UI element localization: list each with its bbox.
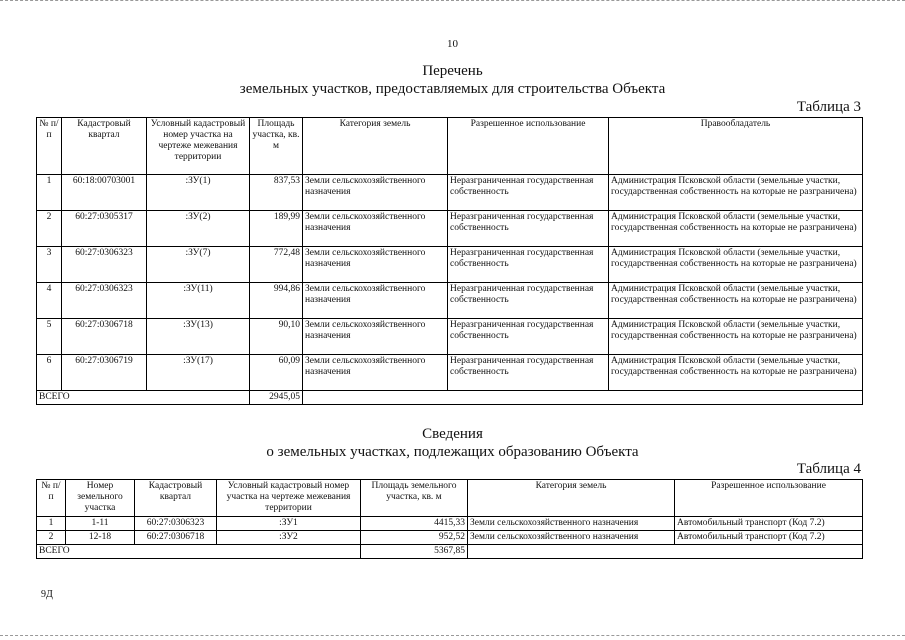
- row-num: 1: [37, 175, 62, 211]
- table-row: [37, 319, 863, 355]
- row-cond-number: :ЗУ(17): [147, 355, 250, 391]
- row-plot: 1-11: [66, 517, 135, 531]
- row-area: 994,86: [250, 283, 303, 319]
- table-row: [37, 175, 863, 211]
- row-cond-number: :ЗУ2: [217, 531, 361, 545]
- row-quarter: 60:27:0306323: [62, 283, 147, 319]
- table-row: [37, 283, 863, 319]
- row-num: 5: [37, 319, 62, 355]
- table3-header-num: № п/п: [37, 118, 62, 175]
- row-num: 2: [37, 531, 66, 545]
- table3-title: Перечень: [422, 63, 483, 79]
- row-use: Неразграниченная государственная собственность: [448, 319, 609, 355]
- table4-total-row: [37, 545, 863, 559]
- row-num: 2: [37, 211, 62, 247]
- row-owner: Администрация Псковской области (земельные участки, государственная собственность на которые не разграничена): [609, 175, 863, 211]
- row-num: 6: [37, 355, 62, 391]
- row-num: 3: [37, 247, 62, 283]
- row-category: Земли сельскохозяйственного назначения: [303, 211, 448, 247]
- row-use: Автомобильный транспорт (Код 7.2): [675, 517, 863, 531]
- row-area: 837,53: [250, 175, 303, 211]
- table-row: [37, 531, 863, 545]
- row-owner: Администрация Псковской области (земельные участки, государственная собственность на которые не разграничена): [609, 283, 863, 319]
- table4-header-use: Разрешенное использование: [675, 480, 863, 517]
- row-quarter: 60:27:0305317: [62, 211, 147, 247]
- row-use: Неразграниченная государственная собственность: [448, 175, 609, 211]
- table4-header-category: Категория земель: [468, 480, 675, 517]
- table4-title: Сведения: [422, 426, 483, 442]
- table4-header-row: [37, 480, 863, 517]
- table4-new-plots: [36, 479, 863, 559]
- table3-total-row: [37, 391, 863, 405]
- table3-header-cond-number: Условный кадастровый номер участка на чертеже межевания территории: [147, 118, 250, 175]
- row-category: Земли сельскохозяйственного назначения: [468, 531, 675, 545]
- row-category: Земли сельскохозяйственного назначения: [303, 319, 448, 355]
- table4-header-num: № п/п: [37, 480, 66, 517]
- row-category: Земли сельскохозяйственного назначения: [303, 247, 448, 283]
- row-category: Земли сельскохозяйственного назначения: [303, 355, 448, 391]
- table3-header-category: Категория земель: [303, 118, 448, 175]
- row-owner: Администрация Псковской области (земельные участки, государственная собственность на которые не разграничена): [609, 355, 863, 391]
- row-cond-number: :ЗУ(11): [147, 283, 250, 319]
- table4-header-area: Площадь земельного участка, кв. м: [361, 480, 468, 517]
- total-label: ВСЕГО: [37, 391, 250, 405]
- row-owner: Администрация Псковской области (земельные участки, государственная собственность на которые не разграничена): [609, 247, 863, 283]
- row-quarter: 60:27:0306323: [62, 247, 147, 283]
- row-plot: 12-18: [66, 531, 135, 545]
- table3-subtitle: земельных участков, предоставляемых для строительства Объекта: [239, 81, 666, 97]
- row-area: 4415,33: [361, 517, 468, 531]
- total-label: ВСЕГО: [37, 545, 361, 559]
- total-empty: [303, 391, 863, 405]
- row-quarter: 60:27:0306323: [135, 517, 217, 531]
- footer-code: 9Д: [41, 589, 53, 600]
- row-num: 4: [37, 283, 62, 319]
- table4-label: Таблица 4: [796, 461, 861, 477]
- row-area: 952,52: [361, 531, 468, 545]
- row-num: 1: [37, 517, 66, 531]
- scan-edge-bottom: [0, 635, 905, 639]
- row-category: Земли сельскохозяйственного назначения: [303, 175, 448, 211]
- row-area: 90,10: [250, 319, 303, 355]
- total-area: 2945,05: [250, 391, 303, 405]
- row-use: Неразграниченная государственная собственность: [448, 283, 609, 319]
- table3-header-use: Разрешенное использование: [448, 118, 609, 175]
- row-use: Неразграниченная государственная собственность: [448, 355, 609, 391]
- table3-header-quarter: Кадастровый квартал: [62, 118, 147, 175]
- row-area: 60,09: [250, 355, 303, 391]
- table3-header-area: Площадь участка, кв. м: [250, 118, 303, 175]
- scan-edge-top: [0, 0, 905, 4]
- table3-header-row: [37, 118, 863, 175]
- row-quarter: 60:27:0306718: [62, 319, 147, 355]
- row-owner: Администрация Псковской области (земельные участки, государственная собственность на которые не разграничена): [609, 211, 863, 247]
- row-quarter: 60:18:00703001: [62, 175, 147, 211]
- table-row: [37, 247, 863, 283]
- row-category: Земли сельскохозяйственного назначения: [468, 517, 675, 531]
- row-area: 772,48: [250, 247, 303, 283]
- row-quarter: 60:27:0306719: [62, 355, 147, 391]
- row-use: Неразграниченная государственная собственность: [448, 247, 609, 283]
- row-use: Автомобильный транспорт (Код 7.2): [675, 531, 863, 545]
- row-cond-number: :ЗУ(13): [147, 319, 250, 355]
- row-cond-number: :ЗУ(7): [147, 247, 250, 283]
- row-quarter: 60:27:0306718: [135, 531, 217, 545]
- table-row: [37, 355, 863, 391]
- row-category: Земли сельскохозяйственного назначения: [303, 283, 448, 319]
- table4-header-quarter: Кадастровый квартал: [135, 480, 217, 517]
- row-owner: Администрация Псковской области (земельные участки, государственная собственность на которые не разграничена): [609, 319, 863, 355]
- row-cond-number: :ЗУ(1): [147, 175, 250, 211]
- total-empty: [468, 545, 863, 559]
- table3-header-owner: Правообладатель: [609, 118, 863, 175]
- row-cond-number: :ЗУ(2): [147, 211, 250, 247]
- table4-subtitle: о земельных участках, подлежащих образованию Объекта: [266, 444, 639, 460]
- table-row: [37, 517, 863, 531]
- table3-label: Таблица 3: [796, 99, 861, 115]
- row-cond-number: :ЗУ1: [217, 517, 361, 531]
- page-number: 10: [447, 38, 458, 50]
- row-area: 189,99: [250, 211, 303, 247]
- table3-land-plots: [36, 117, 863, 405]
- row-use: Неразграниченная государственная собственность: [448, 211, 609, 247]
- table4-header-cond-number: Условный кадастровый номер участка на чертеже межевания территории: [217, 480, 361, 517]
- table-row: [37, 211, 863, 247]
- total-area: 5367,85: [361, 545, 468, 559]
- table4-header-plot: Номер земельного участка: [66, 480, 135, 517]
